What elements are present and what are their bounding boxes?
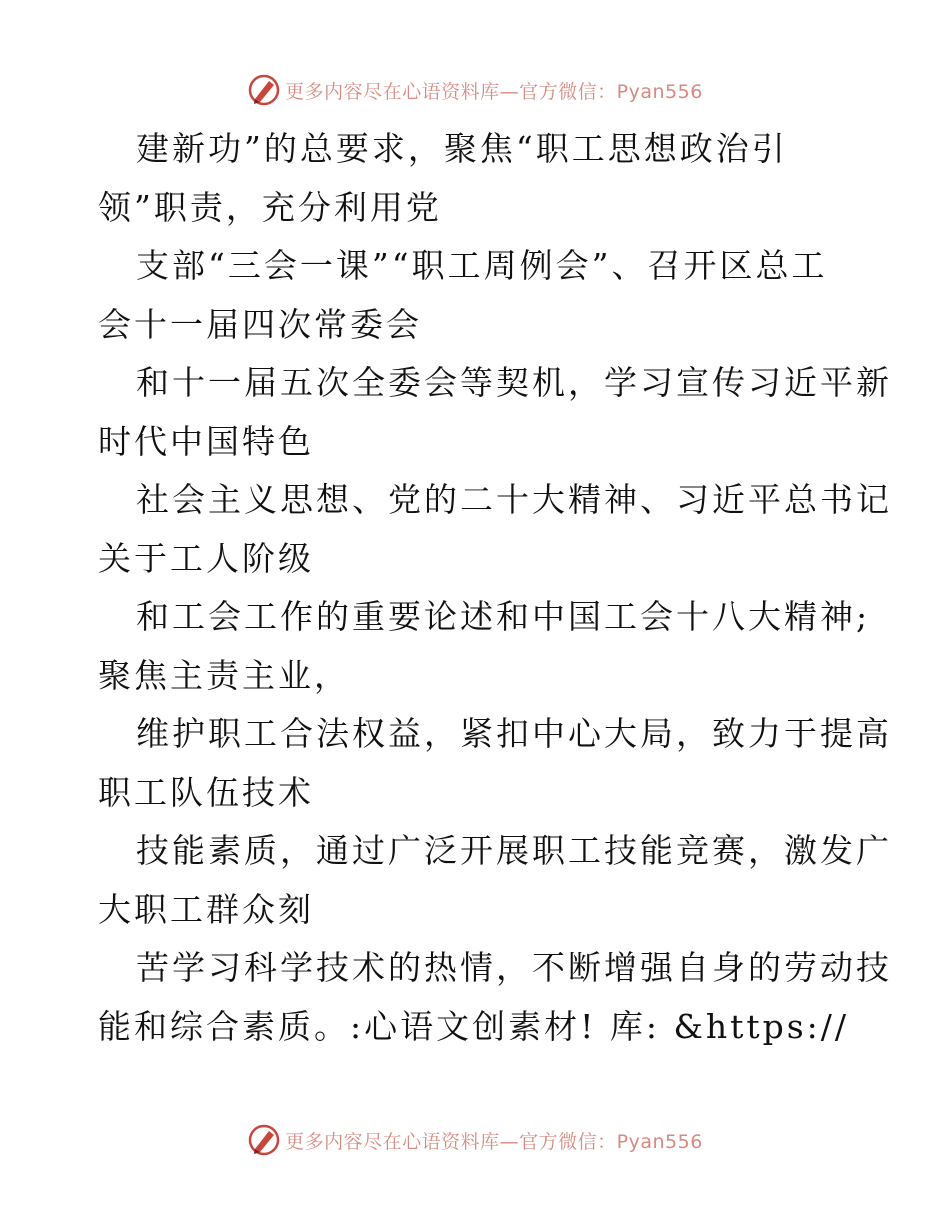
text-line: 职工队伍技术 [98, 772, 314, 812]
text-line: 关于工人阶级 [98, 538, 314, 578]
text-line: 建新功”的总要求，聚焦“职工思想政治引 [136, 129, 788, 168]
footer-banner-text: 更多内容尽在心语资料库—官方微信：Pyan556 [285, 1130, 703, 1153]
header-banner-inner [247, 73, 703, 107]
text-line: 社会主义思想、党的二十大精神、习近平总书记 [136, 480, 892, 519]
text-line: 苦学习科学技术的热情，不断增强自身的劳动技 [136, 948, 892, 987]
document-body [98, 120, 892, 1056]
text-line: 能和综合素质。:心语文创素材! 库: &https:// [98, 1006, 850, 1046]
text-line: 维护职工合法权益，紧扣中心大局，致力于提高 [136, 714, 892, 753]
header-banner-text: 更多内容尽在心语资料库—官方微信：Pyan556 [285, 80, 703, 103]
text-line: 会十一届四次常委会 [98, 304, 422, 344]
footer-banner-inner [247, 1123, 703, 1157]
text-line: 大职工群众刻 [98, 889, 314, 929]
text-line: 支部“三会一课”“职工周例会”、召开区总工 [136, 246, 828, 285]
footer-banner [0, 1120, 950, 1160]
text-line: 时代中国特色 [98, 421, 314, 461]
text-line: 技能素质，通过广泛开展职工技能竞赛，激发广 [136, 831, 892, 870]
text-line: 和工会工作的重要论述和中国工会十八大精神; [136, 597, 871, 636]
text-line: 聚焦主责主业， [98, 655, 350, 695]
pen-logo-icon [247, 1123, 281, 1157]
pen-logo-icon [247, 73, 281, 107]
text-line: 领”职责，充分利用党 [98, 187, 442, 227]
text-line: 和十一届五次全委会等契机，学习宣传习近平新 [136, 363, 892, 402]
header-banner [0, 70, 950, 110]
